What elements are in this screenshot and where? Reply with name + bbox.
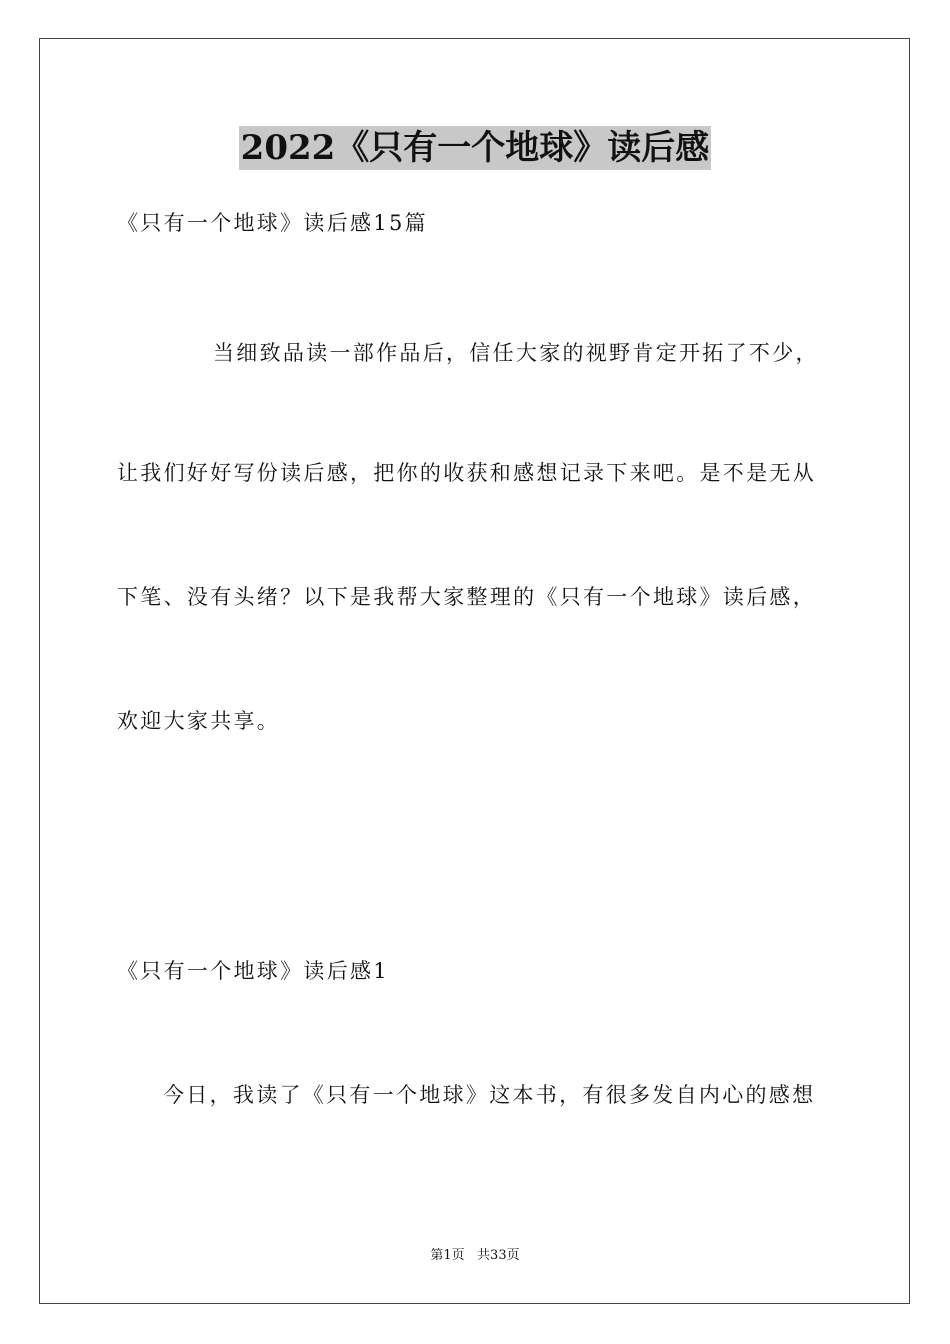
intro-paragraph-line: 让我们好好写份读后感，把你的收获和感想记录下来吧。是不是无从 bbox=[117, 461, 816, 485]
title-container bbox=[0, 126, 950, 170]
intro-paragraph-line: 欢迎大家共享。 bbox=[117, 709, 281, 733]
document-title: 2022《只有一个地球》读后感 bbox=[240, 128, 710, 168]
section-heading: 《只有一个地球》读后感1 bbox=[117, 959, 389, 983]
page-footer: 第1页 共33页 bbox=[430, 1248, 520, 1263]
intro-paragraph-line: 当细致品读一部作品后，信任大家的视野肯定开拓了不少， bbox=[213, 341, 819, 365]
intro-paragraph-line: 下笔、没有头绪？以下是我帮大家整理的《只有一个地球》读后感， bbox=[117, 585, 816, 609]
section-paragraph-line: 今日，我读了《只有一个地球》这本书，有很多发自内心的感想 bbox=[163, 1083, 816, 1107]
document-subtitle: 《只有一个地球》读后感15篇 bbox=[117, 211, 428, 235]
